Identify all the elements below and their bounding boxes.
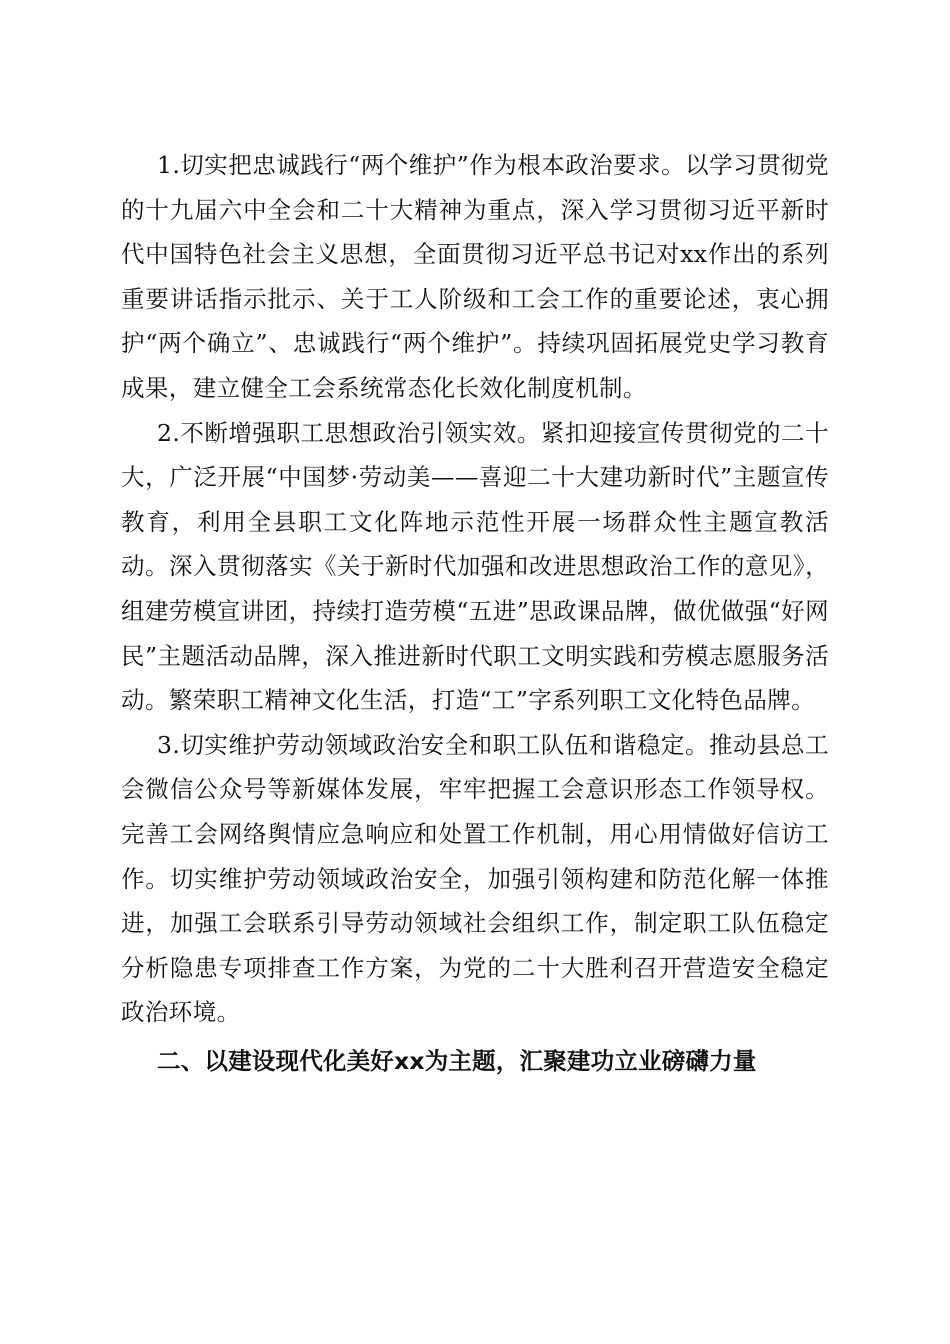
paragraph-2: 2.不断增强职工思想政治引领实效。紧扣迎接宣传贯彻党的二十大，广泛开展“中国梦·劳动美——喜迎二十大建功新时代”主题宣传教育，利用全县职工文化阵地示范性开展一场群众性主题宣教活动。深入贯彻落实《关于新时代加强和改进思想政治工作的意见》，组建劳模宣讲团，持续打造劳模“五进”思政课品牌，做优做强“好网民”主题活动品牌，深入推进新时代职工文明实践和劳模志愿服务活动。繁荣职工精神文化生活，打造“工”字系列职工文化特色品牌。 <box>121 418 829 715</box>
paragraph-1: 1.切实把忠诚践行“两个维护”作为根本政治要求。以学习贯彻党的十九届六中全会和二十大精神为重点，深入学习贯彻习近平新时代中国特色社会主义思想，全面贯彻习近平总书记对xx作出的系列重要讲话指示批示、关于工人阶级和工会工作的重要论述，衷心拥护“两个确立”、忠诚践行“两个维护”。持续巩固拓展党史学习教育成果，建立健全工会系统常态化长效化制度机制。 <box>121 151 829 402</box>
document-body <box>121 143 829 1083</box>
paragraph-3: 3.切实维护劳动领域政治安全和职工队伍和谐稳定。推动县总工会微信公众号等新媒体发展，牢牢把握工会意识形态工作领导权。完善工会网络舆情应急响应和处置工作机制，用心用情做好信访工作。切实维护劳动领域政治安全，加强引领构建和防范化解一体推进，加强工会联系引导劳动领域社会组织工作，制定职工队伍稳定分析隐患专项排查工作方案，为党的二十大胜利召开营造安全稳定政治环境。 <box>121 730 829 1027</box>
section-heading: 二、以建设现代化美好xx为主题，汇聚建功立业磅礴力量 <box>157 1046 757 1075</box>
